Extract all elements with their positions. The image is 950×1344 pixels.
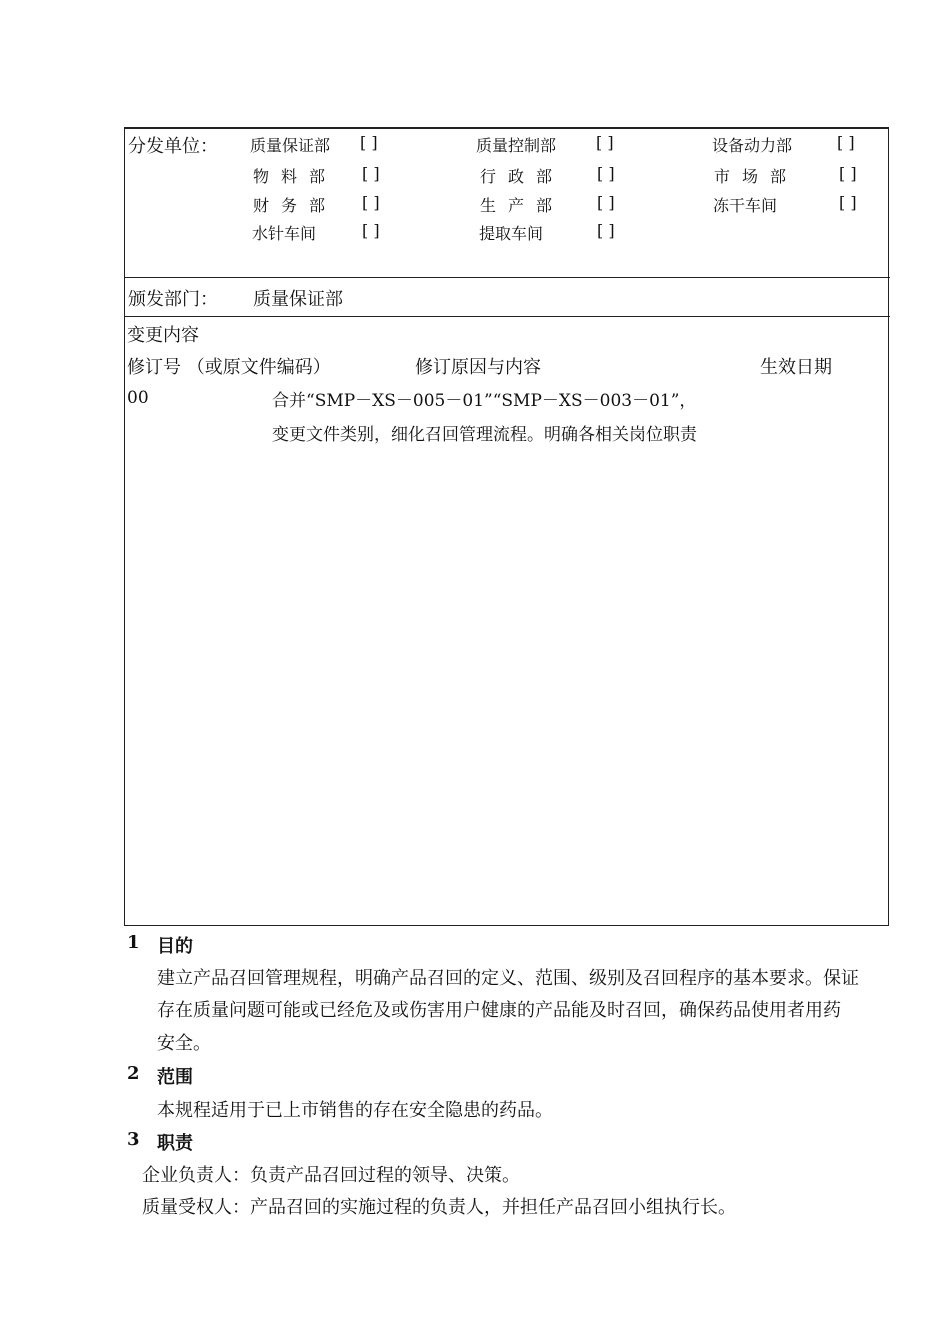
paragraph-line: 存在质量问题可能或已经危及或伤害用户健康的产品能及时召回，确保药品使用者用药 — [157, 1000, 841, 1021]
dept-checkbox[interactable]: [ ] — [839, 193, 857, 212]
dept-checkbox[interactable]: [ ] — [839, 164, 857, 183]
paragraph-line: 建立产品召回管理规程，明确产品召回的定义、范围、级别及召回程序的基本要求。保证 — [157, 968, 859, 989]
section-number: 2 — [127, 1063, 140, 1084]
change-content-title: 变更内容 — [127, 325, 199, 346]
dept-checkbox[interactable]: [ ] — [597, 164, 615, 183]
issuing-dept-value: 质量保证部 — [253, 289, 343, 310]
section-heading: 范围 — [157, 1067, 193, 1088]
dept-checkbox[interactable]: [ ] — [596, 133, 614, 152]
dept-checkbox[interactable]: [ ] — [837, 133, 855, 152]
paragraph-line: 本规程适用于已上市销售的存在安全隐患的药品。 — [157, 1100, 553, 1121]
dept-checkbox[interactable]: [ ] — [362, 164, 380, 183]
reason-column-header: 修订原因与内容 — [415, 357, 541, 378]
dept-name: 行政部 — [480, 167, 565, 186]
revision-column-header: 修订号 （或原文件编码） — [127, 357, 331, 378]
paragraph-line: 安全。 — [157, 1033, 211, 1054]
revision-number: 00 — [127, 388, 149, 408]
paragraph-line: 企业负责人：负责产品召回过程的领导、决策。 — [142, 1165, 520, 1186]
dept-name: 设备动力部 — [712, 136, 793, 155]
dept-name: 财务部 — [253, 196, 338, 215]
dept-name: 物料部 — [253, 167, 338, 186]
dept-name: 冻干车间 — [713, 196, 778, 215]
dept-checkbox[interactable]: [ ] — [597, 221, 615, 240]
revision-reason-line: 变更文件类别，细化召回管理流程。明确各相关岗位职责 — [272, 425, 697, 445]
paragraph-line: 质量受权人：产品召回的实施过程的负责人，并担任产品召回小组执行长。 — [142, 1197, 736, 1218]
section-heading: 目的 — [157, 936, 193, 957]
dept-checkbox[interactable]: [ ] — [362, 221, 380, 240]
dept-name: 质量控制部 — [476, 136, 557, 155]
dept-name: 市场部 — [714, 167, 799, 186]
section-heading: 职责 — [157, 1133, 193, 1154]
dept-checkbox[interactable]: [ ] — [597, 193, 615, 212]
document-form-table — [124, 127, 889, 926]
effective-date-column-header: 生效日期 — [760, 357, 832, 378]
issuing-dept-label: 颁发部门： — [128, 289, 218, 310]
table-divider — [124, 316, 890, 317]
distribution-label: 分发单位： — [128, 136, 218, 157]
table-divider — [124, 277, 890, 278]
revision-reason-line: 合并“SMP－XS－005－01”“SMP－XS－003－01”， — [272, 391, 697, 411]
dept-name: 水针车间 — [252, 224, 317, 243]
section-number: 1 — [127, 932, 140, 953]
dept-checkbox[interactable]: [ ] — [362, 193, 380, 212]
dept-checkbox[interactable]: [ ] — [360, 133, 378, 152]
section-number: 3 — [127, 1129, 140, 1150]
dept-name: 提取车间 — [479, 224, 544, 243]
dept-name: 质量保证部 — [250, 136, 331, 155]
dept-name: 生产部 — [480, 196, 565, 215]
